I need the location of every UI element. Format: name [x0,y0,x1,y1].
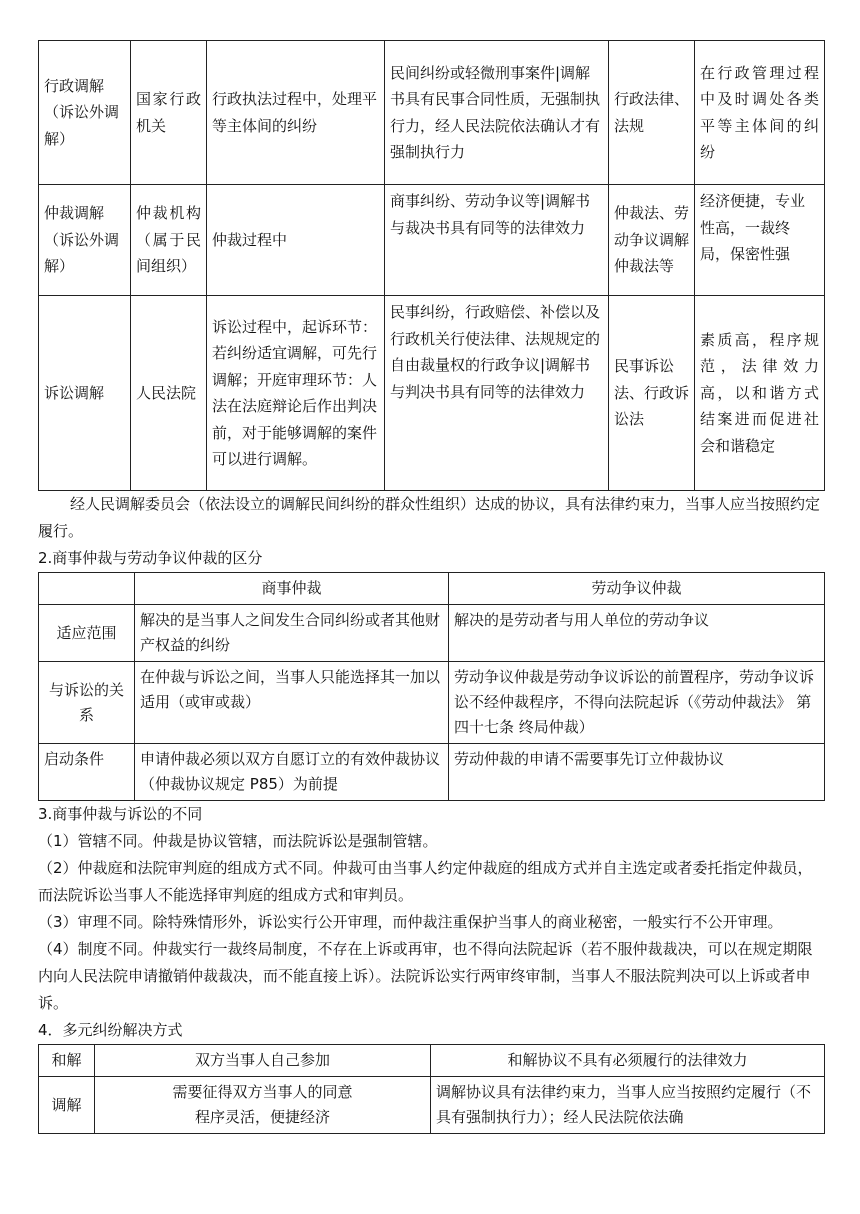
table-row [39,296,825,491]
commercial-cell: 申请仲裁必须以双方自愿订立的有效仲裁协议（仲裁协议规定 P85）为前提 [135,744,449,801]
row-label: 和解 [39,1045,95,1077]
cell-a [95,1077,431,1134]
header-blank-cell [39,573,135,605]
commercial-cell: 解决的是当事人之间发生合同纠纷或者其他财产权益的纠纷 [135,605,449,662]
table-row [39,185,825,296]
mediation-effect-cell: 商事纠纷、劳动争议等|调解书与裁决书具有同等的法律效力 [385,185,609,296]
mediation-scope-cell: 行政执法过程中，处理平等主体间的纠纷 [207,41,385,185]
section-3-title: 3.商事仲裁与诉讼的不同 [38,805,203,823]
row-label: 调解 [39,1077,95,1134]
table-row [39,744,825,801]
mediation-type-cell: 行政调解（诉讼外调解） [39,41,131,185]
mediation-feature-cell: 经济便捷，专业性高，一裁终局，保密性强 [695,185,825,296]
row-label: 适应范围 [39,605,135,662]
section-2-title: 2.商事仲裁与劳动争议仲裁的区分 [38,549,263,567]
arbitration-comparison-table [38,572,825,801]
header-labor-arbitration: 劳动争议仲裁 [449,573,825,605]
mediation-feature-cell: 素质高，程序规范，法律效力高，以和谐方式结案进而促进社会和谐稳定 [695,296,825,491]
list-item: （4）制度不同。仲裁实行一裁终局制度，不存在上诉或再审，也不得向法院起诉（若不服仲裁裁决，可以在规定期限内向人民法院申请撤销仲裁裁决，而不能直接上诉）。法院诉讼实行两审终审制，当事人不服法院判决可以上诉或者申诉。 [38,940,813,1012]
table-header-row [39,573,825,605]
table-row [39,1077,825,1134]
list-item: （3）审理不同。除特殊情形外，诉讼实行公开审理，而仲裁注重保护当事人的商业秘密，一般实行不公开审理。 [38,913,783,931]
mediation-effect-cell: 民事纠纷，行政赔偿、补偿以及行政机关行使法律、法规规定的自由裁量权的行政争议|调解书与判决书具有同等的法律效力 [385,296,609,491]
labor-cell: 解决的是劳动者与用人单位的劳动争议 [449,605,825,662]
mediation-type-cell: 仲裁调解（诉讼外调解） [39,185,131,296]
mediation-body-cell: 人民法院 [131,296,207,491]
labor-cell: 劳动争议仲裁是劳动争议诉讼的前置程序，劳动争议诉讼不经仲裁程序，不得向法院起诉（《劳动仲裁法》 第四十七条 终局仲裁） [449,662,825,744]
row-label: 启动条件 [39,744,135,801]
dispute-resolution-table [38,1044,825,1134]
mediation-scope-cell: 诉讼过程中，起诉环节：若纠纷适宜调解，可先行调解；开庭审理环节：人法在法庭辩论后作出判决前，对于能够调解的案件可以进行调解。 [207,296,385,491]
table-row [39,662,825,744]
cell-b: 调解协议具有法律约束力，当事人应当按照约定履行（不具有强制执行力）；经人民法院依法确 [431,1077,825,1134]
section-4-title: 4．多元纠纷解决方式 [38,1021,183,1039]
mediation-body-cell: 仲裁机构（属于民间组织） [131,185,207,296]
document-page [38,40,824,1134]
mediation-law-cell: 民事诉讼法、行政诉讼法 [609,296,695,491]
mediation-law-cell: 仲裁法、劳动争议调解仲裁法等 [609,185,695,296]
table-row [39,605,825,662]
list-item: （2）仲裁庭和法院审判庭的组成方式不同。仲裁可由当事人约定仲裁庭的组成方式并自主选定或者委托指定仲裁员，而法院诉讼当事人不能选择审判庭的组成方式和审判员。 [38,859,813,904]
commercial-cell: 在仲裁与诉讼之间，当事人只能选择其一加以适用（或审或裁） [135,662,449,744]
header-commercial-arbitration: 商事仲裁 [135,573,449,605]
mediation-law-cell: 行政法律、法规 [609,41,695,185]
mediation-feature-cell: 在行政管理过程中及时调处各类平等主体间的纠纷 [695,41,825,185]
cell-a-line-1: 需要征得双方当事人的同意 [172,1083,353,1101]
row-label: 与诉讼的关系 [39,662,135,744]
mediation-effect-cell: 民间纠纷或轻微刑事案件|调解书具有民事合同性质，无强制执行力，经人民法院依法确认才有强制执行力 [385,41,609,185]
mediation-body-cell: 国家行政机关 [131,41,207,185]
table-row [39,41,825,185]
people-mediation-paragraph: 经人民调解委员会（依法设立的调解民间纠纷的群众性组织）达成的协议，具有法律约束力，当事人应当按照约定履行。 [38,495,821,540]
cell-a-line-2: 程序灵活，便捷经济 [194,1108,330,1126]
labor-cell: 劳动仲裁的申请不需要事先订立仲裁协议 [449,744,825,801]
cell-b: 和解协议不具有必须履行的法律效力 [431,1045,825,1077]
table-row [39,1045,825,1077]
cell-a: 双方当事人自己参加 [95,1045,431,1077]
mediation-types-table [38,40,825,491]
list-item: （1）管辖不同。仲裁是协议管辖，而法院诉讼是强制管辖。 [38,832,438,850]
mediation-scope-cell: 仲裁过程中 [207,185,385,296]
mediation-type-cell: 诉讼调解 [39,296,131,491]
